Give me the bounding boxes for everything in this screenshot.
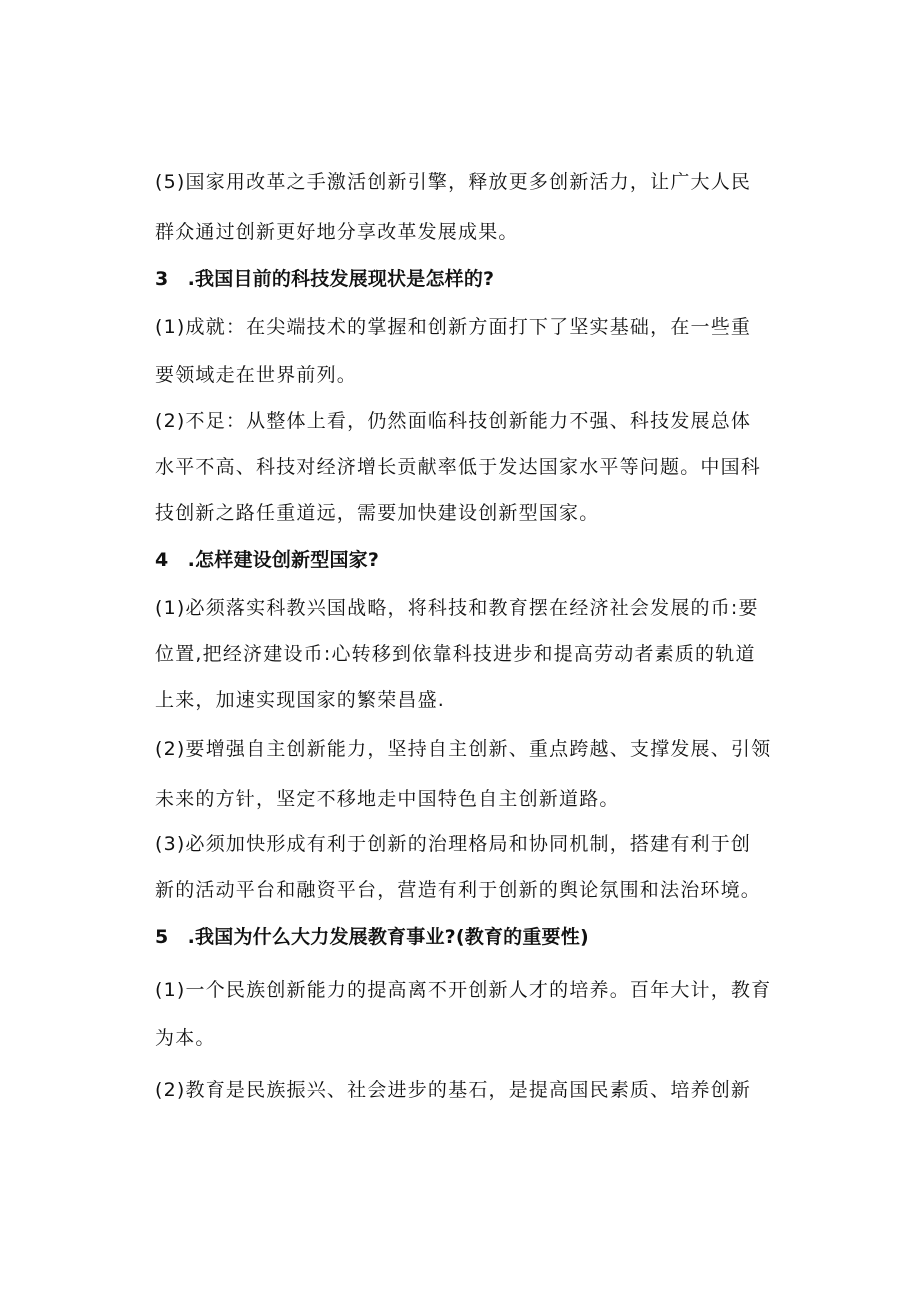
paragraph-line: (1)成就：在尖端技术的掌握和创新方面打下了坚实基础，在一些重 <box>155 316 752 338</box>
paragraph-line: (2)要增强自主创新能力，坚持自主创新、重点跨越、支撑发展、引领 <box>155 738 772 760</box>
question-heading-3: 3 .我国目前的科技发展现状是怎样的? <box>155 268 495 290</box>
paragraph-line: 群众通过创新更好地分享改革发展成果。 <box>155 221 519 243</box>
paragraph-line: 上来，加速实现国家的繁荣昌盛. <box>155 689 446 711</box>
paragraph-line: 技创新之路任重道远，需要加快建设创新型国家。 <box>155 502 600 524</box>
paragraph-line: 要领域走在世界前列。 <box>155 364 358 386</box>
question-heading-4: 4 .怎样建设创新型国家? <box>155 549 380 571</box>
paragraph-line: (2)不足：从整体上看，仍然面临科技创新能力不强、科技发展总体 <box>155 410 752 432</box>
paragraph-line: 位置,把经济建设币:心转移到依靠科技进步和提高劳动者素质的轨道 <box>155 643 756 665</box>
paragraph-line: (5)国家用改革之手激活创新引擎，释放更多创新活力，让广大人民 <box>155 171 752 193</box>
paragraph-line: 未来的方针，坚定不移地走中国特色自主创新道路。 <box>155 788 620 810</box>
question-heading-5: 5 .我国为什么大力发展教育事业?(教育的重要性) <box>155 926 589 948</box>
paragraph-line: (2)教育是民族振兴、社会进步的基石，是提高国民素质、培养创新 <box>155 1079 752 1101</box>
paragraph-line: 水平不高、科技对经济增长贡献率低于发达国家水平等问题。中国科 <box>155 456 762 478</box>
paragraph-line: 新的活动平台和融资平台，营造有利于创新的舆论氛围和法治环境。 <box>155 879 762 901</box>
paragraph-line: (3)必须加快形成有利于创新的治理格局和协同机制，搭建有利于创 <box>155 833 752 855</box>
paragraph-line: 为本。 <box>155 1027 216 1049</box>
paragraph-line: (1)一个民族创新能力的提高离不开创新人才的培养。百年大计，教育 <box>155 979 772 1001</box>
paragraph-line: (1)必须落实科教兴国战略，将科技和教育摆在经济社会发展的币:要 <box>155 597 759 619</box>
